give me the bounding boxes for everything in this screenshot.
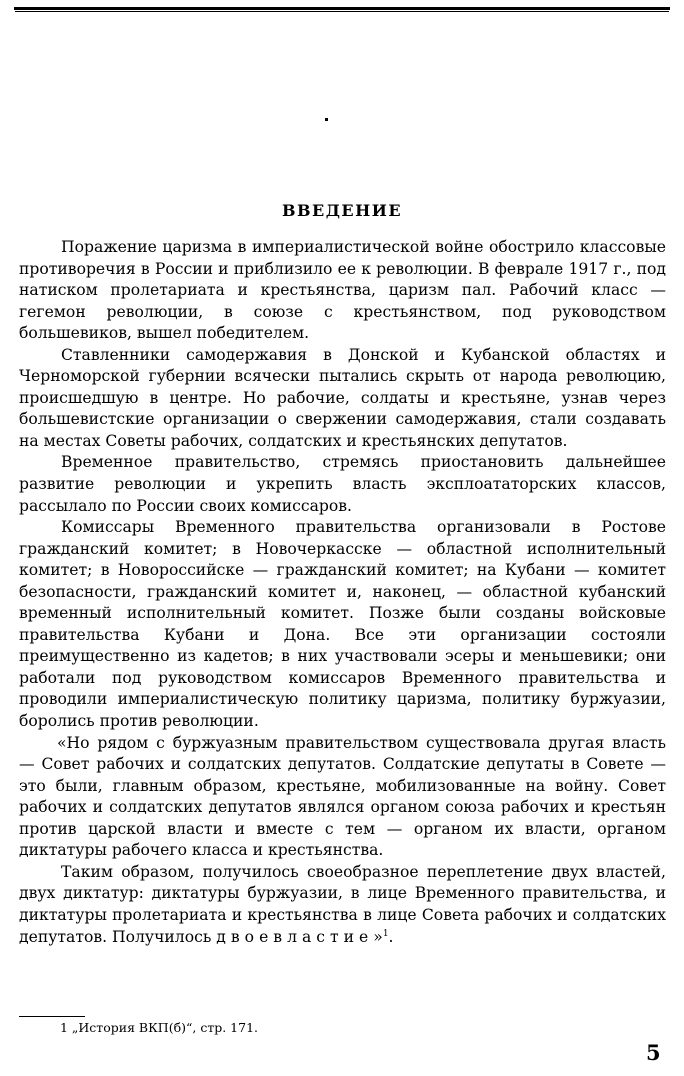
paragraph: Поражение царизма в империалистической войне обострило классовые противоречия в России и приблизило ее к революции. В феврале 1917 г., под натиском пролетариата и крестьянства, царизм пал. Рабочий класс — гегемон революции, в союзе с крестьянством, под руководством большевиков, вышел победителем. (19, 238, 666, 343)
top-border-rule (14, 7, 670, 10)
body-text (19, 237, 666, 948)
closing-quote: » (373, 927, 383, 946)
quote-final-paragraph: Таким образом, получилось своеобразное переплетение двух властей, двух диктатур: диктатуры буржуазии, в лице Временного правительства, и диктатуры пролетариата и крестьянства в лице Совета рабочих и солдатских депутатов. Получилось двоевластие»$^1$. (19, 862, 666, 946)
spaced-term: двоевластие (216, 927, 374, 946)
footnote: 1 „История ВКП(б)“, стр. 171. (60, 1020, 259, 1035)
quote-final-text: Таким образом, получилось своеобразное переплетение двух властей, двух диктатур: диктатуры буржуазии, в лице Временного правительства, и диктатуры пролетариата и крестьянства в лице Совета рабочих и солдатских депутатов. Получилось (19, 862, 666, 946)
footnote-marker: 1 (382, 928, 389, 939)
print-speck (325, 118, 328, 121)
footnote-divider (19, 1016, 85, 1017)
page-number: 5 (646, 1040, 661, 1065)
chapter-title: ВВЕДЕНИЕ (281, 201, 403, 220)
paragraph: Ставленники самодержавия в Донской и Кубанской областях и Черноморской губернии всячески пытались скрыть от народа революцию, происшедшую в центре. Но рабочие, солдаты и крестьяне, узнав через большевистские организации о свержении самодержавия, стали создавать на местах Советы рабочих, солдатских и крестьянских депутатов. (19, 345, 666, 450)
paragraph: Временное правительство, стремясь приостановить дальнейшее развитие революции и укрепить власть эксплоататорских классов, рассылало по России своих комиссаров. (19, 453, 666, 515)
paragraph: Комиссары Временного правительства организовали в Ростове гражданский комитет; в Новочеркасске — областной исполнительный комитет; в Новороссийске — гражданский комитет; на Кубани — комитет безопасности, гражданский комитет и, наконец, — областной кубанский временный исполнительный комитет. Позже были созданы войсковые правительства Кубани и Дона. Все эти организации состояли преимущественно из кадетов; в них участвовали эсеры и меньшевики; они работали под руководством комиссаров Временного правительства и проводили империалистическую политику царизма, политику буржуазии, боролись против революции. (19, 518, 666, 731)
quote-paragraph: «Но рядом с буржуазным правительством существовала другая власть — Совет рабочих и солдатских депутатов. Солдатские депутаты в Совете — это были, главным образом, крестьяне, мобилизованные на войну. Совет рабочих и солдатских депутатов являлся органом союза рабочих и крестьян против царской власти и вместе с тем — органом их власти, органом диктатуры рабочего класса и крестьянства. (19, 733, 666, 860)
